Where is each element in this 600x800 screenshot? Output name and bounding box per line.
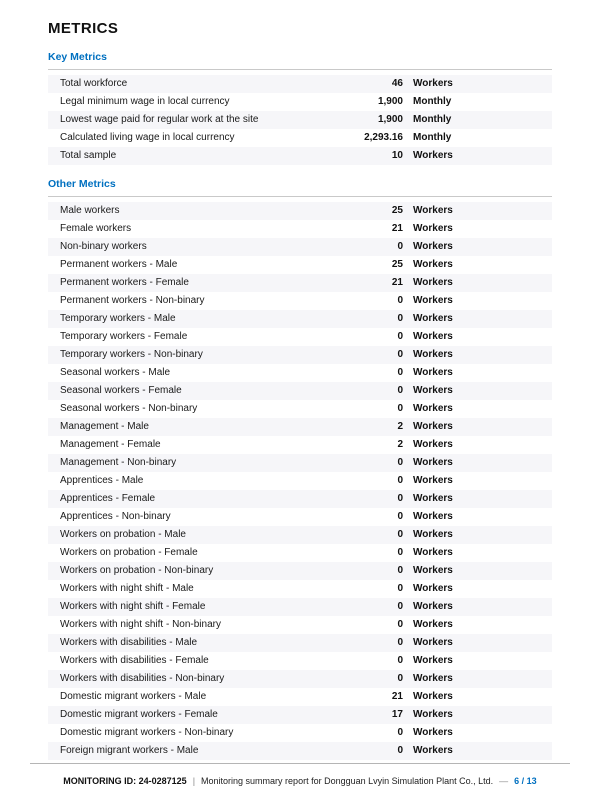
- metric-row: [48, 742, 552, 760]
- metric-value: 25: [391, 205, 403, 216]
- page-indicator: 6 / 13: [514, 776, 537, 786]
- metric-label: Legal minimum wage in local currency: [60, 96, 230, 107]
- metric-row: [48, 346, 552, 364]
- metric-label: Workers with night shift - Male: [60, 583, 194, 594]
- metric-row: [48, 670, 552, 688]
- metric-unit: Workers: [413, 583, 453, 594]
- metric-unit: Workers: [413, 637, 453, 648]
- metric-value: 0: [397, 655, 403, 666]
- metric-row: [48, 147, 552, 165]
- metric-unit: Workers: [413, 655, 453, 666]
- metric-row: [48, 724, 552, 742]
- metric-value: 21: [391, 277, 403, 288]
- metric-unit: Workers: [413, 565, 453, 576]
- metric-label: Domestic migrant workers - Female: [60, 709, 218, 720]
- metric-label: Permanent workers - Non-binary: [60, 295, 205, 306]
- metric-label: Workers with disabilities - Female: [60, 655, 209, 666]
- metric-row: [48, 111, 552, 129]
- metric-row: [48, 580, 552, 598]
- section-title: Other Metrics: [48, 178, 552, 197]
- metrics-section: [48, 51, 552, 165]
- metric-label: Seasonal workers - Male: [60, 367, 171, 378]
- metric-row: [48, 274, 552, 292]
- metric-value: 2: [397, 439, 403, 450]
- metric-unit: Workers: [413, 349, 453, 360]
- metric-unit: Workers: [413, 439, 453, 450]
- metric-value: 0: [397, 403, 403, 414]
- monitoring-id-value: 24-0287125: [138, 776, 187, 786]
- metrics-section: [48, 178, 552, 760]
- page-title: METRICS: [48, 20, 119, 37]
- footer-divider: [30, 763, 570, 764]
- metric-unit: Workers: [413, 277, 453, 288]
- metric-unit: Workers: [413, 223, 453, 234]
- metric-value: 46: [391, 78, 403, 89]
- metric-row: [48, 382, 552, 400]
- metric-row: [48, 508, 552, 526]
- metric-label: Workers with night shift - Female: [60, 601, 206, 612]
- metric-unit: Workers: [413, 511, 453, 522]
- metric-value: 0: [397, 475, 403, 486]
- metric-label: Permanent workers - Male: [60, 259, 178, 270]
- metric-unit: Workers: [413, 78, 453, 89]
- metric-label: Workers with disabilities - Male: [60, 637, 198, 648]
- metric-label: Management - Female: [60, 439, 161, 450]
- metric-label: Temporary workers - Non-binary: [60, 349, 203, 360]
- metric-value: 0: [397, 349, 403, 360]
- metric-value: 0: [397, 331, 403, 342]
- metric-value: 0: [397, 493, 403, 504]
- metric-label: Male workers: [60, 205, 120, 216]
- metric-unit: Monthly: [413, 96, 452, 107]
- metric-row: [48, 310, 552, 328]
- metric-value: 1,900: [377, 96, 403, 107]
- metric-label: Temporary workers - Male: [60, 313, 176, 324]
- metric-row: [48, 454, 552, 472]
- metric-unit: Workers: [413, 745, 453, 756]
- metric-label: Apprentices - Male: [60, 475, 144, 486]
- metric-row: [48, 238, 552, 256]
- metric-value: 0: [397, 367, 403, 378]
- monitoring-id: [63, 776, 186, 786]
- metric-row: [48, 652, 552, 670]
- metric-label: Domestic migrant workers - Non-binary: [60, 727, 234, 738]
- metric-value: 25: [391, 259, 403, 270]
- metric-value: 2: [397, 421, 403, 432]
- metric-unit: Workers: [413, 493, 453, 504]
- metric-value: 0: [397, 385, 403, 396]
- metric-value: 21: [391, 691, 403, 702]
- metric-row: [48, 220, 552, 238]
- metric-row: [48, 364, 552, 382]
- metric-value: 0: [397, 619, 403, 630]
- metric-label: Temporary workers - Female: [60, 331, 188, 342]
- metric-unit: Workers: [413, 295, 453, 306]
- metric-label: Workers on probation - Female: [60, 547, 198, 558]
- metric-label: Workers with disabilities - Non-binary: [60, 673, 225, 684]
- metric-row: [48, 490, 552, 508]
- metric-value: 0: [397, 529, 403, 540]
- metric-label: Non-binary workers: [60, 241, 147, 252]
- metric-label: Apprentices - Non-binary: [60, 511, 171, 522]
- metric-unit: Workers: [413, 691, 453, 702]
- metric-row: [48, 688, 552, 706]
- metric-row: [48, 328, 552, 346]
- monitoring-id-label: MONITORING ID:: [63, 776, 137, 786]
- metric-unit: Workers: [413, 457, 453, 468]
- metric-row: [48, 634, 552, 652]
- metric-unit: Workers: [413, 475, 453, 486]
- metric-value: 0: [397, 565, 403, 576]
- metric-unit: Workers: [413, 259, 453, 270]
- metric-unit: Monthly: [413, 132, 452, 143]
- metric-label: Total workforce: [60, 78, 128, 89]
- footer-separator: |: [192, 776, 196, 786]
- metric-label: Total sample: [60, 150, 117, 161]
- metric-row: [48, 93, 552, 111]
- metric-row: [48, 436, 552, 454]
- metric-label: Calculated living wage in local currency: [60, 132, 235, 143]
- metric-unit: Workers: [413, 547, 453, 558]
- footer-dash: —: [499, 776, 509, 786]
- metric-label: Seasonal workers - Non-binary: [60, 403, 198, 414]
- metric-value: 17: [391, 709, 403, 720]
- metric-value: 1,900: [377, 114, 403, 125]
- metric-row: [48, 256, 552, 274]
- metric-row: [48, 616, 552, 634]
- metric-value: 0: [397, 601, 403, 612]
- metric-value: 0: [397, 295, 403, 306]
- metric-value: 0: [397, 457, 403, 468]
- metric-row: [48, 75, 552, 93]
- metric-label: Lowest wage paid for regular work at the site: [60, 114, 259, 125]
- metric-label: Management - Non-binary: [60, 457, 177, 468]
- metric-label: Permanent workers - Female: [60, 277, 189, 288]
- metric-label: Workers on probation - Male: [60, 529, 186, 540]
- metric-value: 10: [391, 150, 403, 161]
- metric-unit: Workers: [413, 709, 453, 720]
- metric-value: 2,293.16: [364, 132, 403, 143]
- metric-unit: Workers: [413, 619, 453, 630]
- metric-row: [48, 418, 552, 436]
- metric-label: Workers with night shift - Non-binary: [60, 619, 221, 630]
- metric-unit: Workers: [413, 205, 453, 216]
- metric-row: [48, 706, 552, 724]
- metric-row: [48, 526, 552, 544]
- footer: [0, 776, 600, 786]
- metric-label: Apprentices - Female: [60, 493, 156, 504]
- metric-unit: Monthly: [413, 114, 452, 125]
- metric-label: Female workers: [60, 223, 132, 234]
- metric-unit: Workers: [413, 421, 453, 432]
- metric-unit: Workers: [413, 150, 453, 161]
- metric-value: 0: [397, 583, 403, 594]
- metric-value: 0: [397, 241, 403, 252]
- metric-unit: Workers: [413, 529, 453, 540]
- metric-label: Foreign migrant workers - Male: [60, 745, 199, 756]
- metrics-sections: [48, 51, 552, 760]
- metric-value: 21: [391, 223, 403, 234]
- metric-unit: Workers: [413, 313, 453, 324]
- metric-value: 0: [397, 637, 403, 648]
- metric-unit: Workers: [413, 241, 453, 252]
- metric-value: 0: [397, 727, 403, 738]
- metric-label: Domestic migrant workers - Male: [60, 691, 207, 702]
- metric-row: [48, 400, 552, 418]
- metric-unit: Workers: [413, 403, 453, 414]
- metric-value: 0: [397, 673, 403, 684]
- metric-unit: Workers: [413, 601, 453, 612]
- section-title: Key Metrics: [48, 51, 552, 70]
- metrics-table: [48, 75, 552, 165]
- metric-unit: Workers: [413, 673, 453, 684]
- metric-unit: Workers: [413, 385, 453, 396]
- metric-label: Seasonal workers - Female: [60, 385, 182, 396]
- metric-unit: Workers: [413, 331, 453, 342]
- footer-report-title: Monitoring summary report for Dongguan Lvyin Simulation Plant Co., Ltd.: [201, 776, 494, 786]
- metric-label: Management - Male: [60, 421, 149, 432]
- metric-row: [48, 129, 552, 147]
- metric-row: [48, 292, 552, 310]
- metric-unit: Workers: [413, 727, 453, 738]
- metric-unit: Workers: [413, 367, 453, 378]
- metric-row: [48, 544, 552, 562]
- metric-row: [48, 472, 552, 490]
- metric-value: 0: [397, 547, 403, 558]
- metric-value: 0: [397, 745, 403, 756]
- metric-row: [48, 562, 552, 580]
- metrics-table: [48, 202, 552, 760]
- metric-row: [48, 598, 552, 616]
- metric-value: 0: [397, 313, 403, 324]
- metric-label: Workers on probation - Non-binary: [60, 565, 214, 576]
- metric-value: 0: [397, 511, 403, 522]
- metric-row: [48, 202, 552, 220]
